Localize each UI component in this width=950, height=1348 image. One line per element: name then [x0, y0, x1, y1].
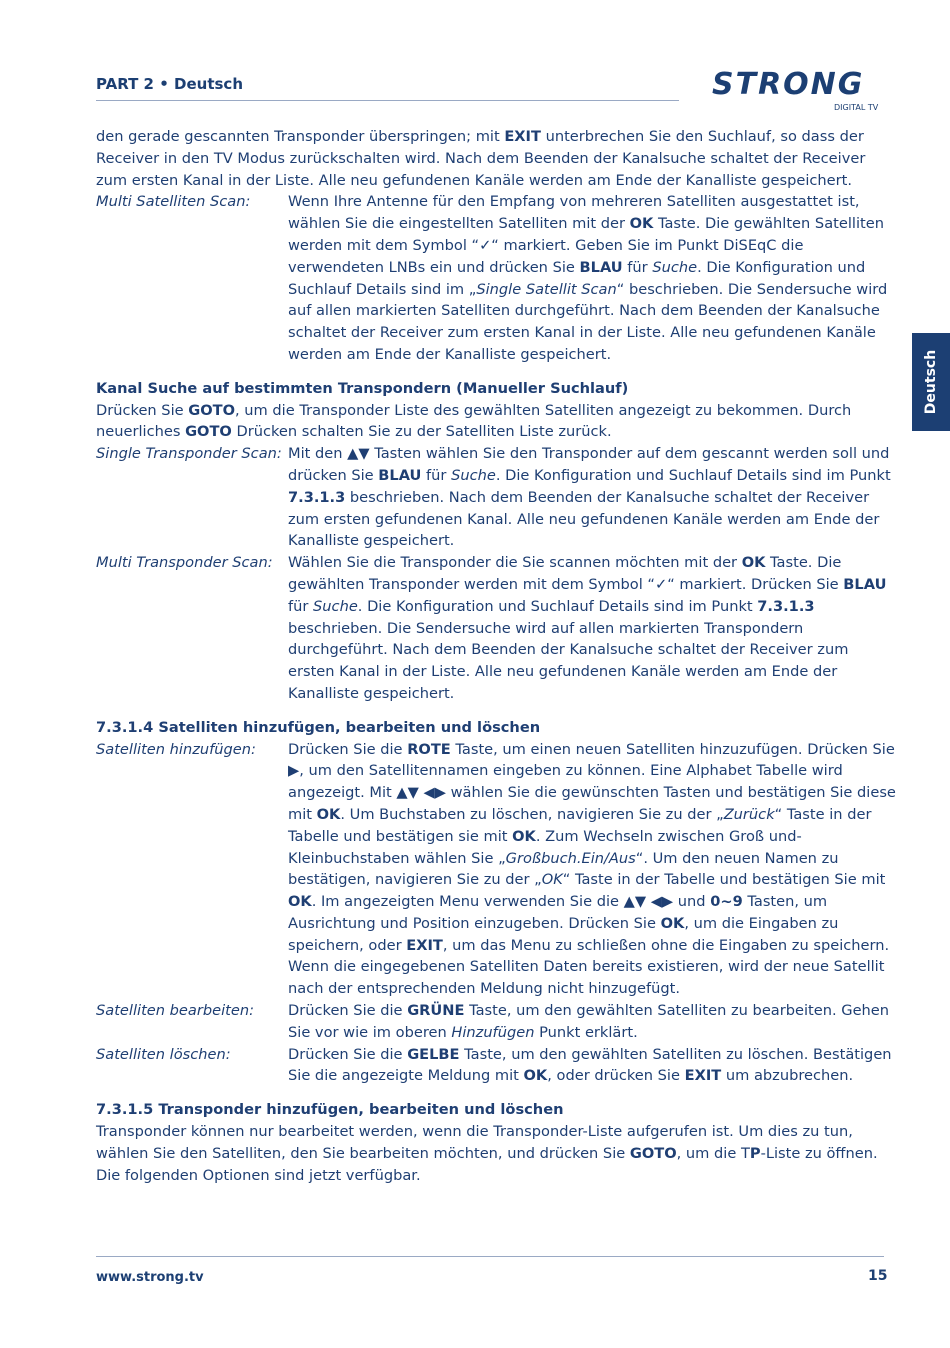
definition-description: Mit den ▲▼ Tasten wählen Sie den Transponder auf dem gescannt werden soll und drücken Sie BLAU für Suche. Die Konfiguration und Suchlauf Details sind im Punkt 7.3.1.3 beschrieben. Nach dem Beenden der Kanalsuche schaltet der Receiver zum ersten gefundenen Kanal. Alle neu gefundenen Kanäle werden am Ende der Kanalliste gespeichert.	[288, 445, 891, 550]
definition-term: Satelliten hinzufügen:	[96, 740, 256, 758]
add-satellite-item	[96, 739, 896, 1001]
edit-satellite-item	[96, 1000, 896, 1044]
header-part-label: PART 2 • Deutsch	[96, 75, 243, 93]
header-divider	[96, 100, 679, 101]
side-tab-label: Deutsch	[923, 349, 939, 415]
multi-transponder-scan-item	[96, 552, 896, 705]
definition-description: Drücken Sie die ROTE Taste, um einen neuen Satelliten hinzuzufügen. Drücken Sie ▶, um den Satellitennamen eingeben zu können. Eine Alphabet Tabelle wird angezeigt. Mit ▲▼ ◀▶ wählen Sie die gewünschten Tasten und bestätigen Sie diese mit OK. Um Buchstaben zu löschen, navigieren Sie zu der „Zurück“ Taste in der Tabelle und bestätigen sie mit OK. Zum Wechseln zwischen Groß und- Kleinbuchstaben wählen Sie „Großbuch.Ein/Aus“. Um den neuen Namen zu bestätigen, navigieren Sie zu der „OK“ Taste in der Tabelle und bestätigen Sie mit OK. Im angezeigten Menu verwenden Sie die ▲▼ ◀▶ und 0~9 Tasten, um Ausrichtung und Position einzugeben. Drücken Sie OK, um die Eingaben zu speichern, oder EXIT, um das Menu zu schließen ohne die Eingaben zu speichern. Wenn die eingegebenen Satelliten Daten bereits existieren, wird der neue Satellit nach der entsprechenden Meldung nicht hinzugefügt.	[288, 740, 896, 998]
definition-description: Drücken Sie die GELBE Taste, um den gewählten Satelliten zu löschen. Bestätigen Sie die angezeigte Meldung mit OK, oder drücken Sie EXIT um abzubrechen.	[288, 1045, 892, 1085]
manual-search-heading: Kanal Suche auf bestimmten Transpondern (Manueller Suchlauf)	[96, 379, 629, 397]
footer-divider	[96, 1256, 884, 1257]
logo-subtext: DIGITAL TV	[834, 103, 879, 112]
definition-term: Satelliten bearbeiten:	[96, 1002, 255, 1020]
satellite-section-heading: 7.3.1.4 Satelliten hinzufügen, bearbeiten und löschen	[96, 718, 541, 736]
strong-logo	[708, 62, 888, 114]
definition-description: Wählen Sie die Transponder die Sie scannen möchten mit der OK Taste. Die gewählten Transponder werden mit dem Symbol “✓“ markiert. Drücken Sie BLAU für Suche. Die Konfiguration und Suchlauf Details sind im Punkt 7.3.1.3 beschrieben. Die Sendersuche wird auf allen markierten Transpondern durchgeführt. Nach dem Beenden der Kanalsuche schaltet der Receiver zum ersten Kanal in der Liste. Alle neu gefundenen Kanäle werden am Ende der Kanalliste gespeichert.	[288, 554, 887, 702]
manual-search-intro: Drücken Sie GOTO, um die Transponder Liste des gewählten Satelliten angezeigt zu bekommen. Durch neuerliches GOTO Drücken schalten Sie zu der Satelliten Liste zurück.	[96, 401, 852, 441]
page-number: 15	[868, 1268, 888, 1284]
definition-term: Multi Transponder Scan:	[96, 554, 273, 572]
definition-description: Wenn Ihre Antenne für den Empfang von mehreren Satelliten ausgestattet ist, wählen Sie die eingestellten Satelliten mit der OK Taste. Die gewählten Satelliten werden mit dem Symbol “✓“ markiert. Geben Sie im Punkt DiSEqC die verwendeten LNBs ein und drücken Sie BLAU für Suche. Die Konfiguration und Suchlauf Details sind im „Single Satellit Scan“ beschrieben. Die Sendersuche wird auf allen markierten Satelliten durchgeführt. Nach dem Beenden der Kanalsuche schaltet der Receiver zum ersten Kanal in der Liste. Alle neu gefundenen Kanäle werden am Ende der Kanalliste gespeichert.	[288, 193, 888, 363]
definition-term: Satelliten löschen:	[96, 1045, 231, 1063]
language-side-tab	[912, 333, 950, 431]
transponder-section-text: Transponder können nur bearbeitet werden, wenn die Transponder-Liste aufgerufen ist. Um dies zu tun, wählen Sie den Satelliten, den Sie bearbeiten möchten, und drücken Sie GOTO, um die TP-Liste zu öffnen. Die folgenden Optionen sind jetzt verfügbar.	[96, 1123, 878, 1184]
delete-satellite-item	[96, 1044, 896, 1088]
footer-url[interactable]: www.strong.tv	[96, 1270, 204, 1285]
intro-paragraph: den gerade gescannten Transponder überspringen; mit EXIT unterbrechen Sie den Suchlauf, so dass der Receiver in den TV Modus zurückschalten wird. Nach dem Beenden der Kanalsuche schaltet der Receiver zum ersten Kanal in der Liste. Alle neu gefundenen Kanäle werden am Ende der Kanalliste gespeichert.	[96, 128, 866, 189]
single-transponder-scan-item	[96, 443, 896, 552]
page-content	[96, 126, 896, 1186]
transponder-section-heading: 7.3.1.5 Transponder hinzufügen, bearbeiten und löschen	[96, 1101, 564, 1119]
definition-description: Drücken Sie die GRÜNE Taste, um den gewählten Satelliten zu bearbeiten. Gehen Sie vor wie im oberen Hinzufügen Punkt erklärt.	[288, 1002, 890, 1041]
definition-term: Multi Satelliten Scan:	[96, 193, 251, 211]
multi-satellite-scan-item	[96, 191, 896, 365]
logo-text: STRONG	[712, 67, 865, 102]
definition-term: Single Transponder Scan:	[96, 445, 282, 463]
